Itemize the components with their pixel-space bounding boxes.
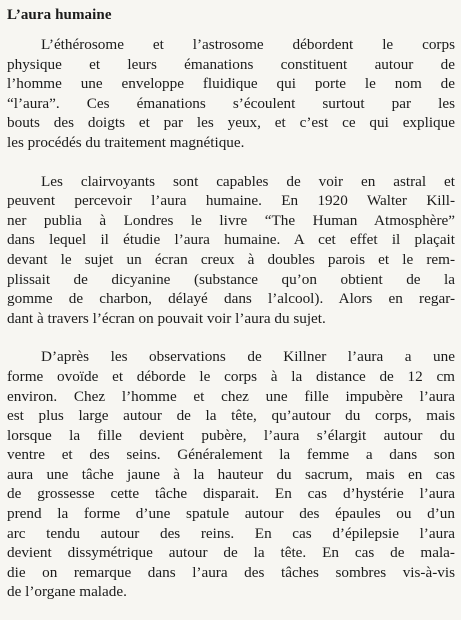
- text-line: prend la forme d’une spatule autour des épaules ou d’un: [7, 505, 455, 523]
- paragraph-1: [7, 35, 455, 153]
- text-line: peuvent percevoir l’aura humaine. En 1920 Walter Kill-: [7, 192, 455, 210]
- text-line: physique et leurs émanations constituent autour de: [7, 55, 455, 73]
- paragraph-gap: [7, 153, 455, 172]
- text-line: dans lequel il étudie l’aura humaine. A cet effet il plaçait: [7, 231, 455, 249]
- text-line: D’après les observations de Killner l’aura a une: [41, 348, 455, 366]
- text-line: lorsque la fille devient pubère, l’aura s’élargit autour du: [7, 426, 455, 444]
- text-line: l’homme une enveloppe fluidique qui porte le nom de: [7, 75, 455, 93]
- paragraph-gap: [7, 328, 455, 347]
- section-heading: L’aura humaine: [7, 7, 112, 23]
- text-line: aura une tâche jaune à la hauteur du sacrum, mais en cas: [7, 465, 455, 483]
- text-line: les procédés du traitement magnétique.: [7, 133, 245, 151]
- text-line: arc tendu autour des reins. En cas d’épilepsie l’aura: [7, 524, 455, 542]
- text-line: de l’organe malade.: [7, 583, 127, 601]
- text-line: est plus large autour de la tête, qu’autour du corps, mais: [7, 407, 455, 425]
- text-line: environ. Chez l’homme et chez une fille impubère l’aura: [7, 387, 455, 405]
- text-line: de grossesse cette tâche disparait. En cas d’hystérie l’aura: [7, 485, 455, 503]
- text-line: ner publia à Londres le livre “The Human Atmosphère”: [7, 211, 455, 229]
- text-line: plissait de dicyanine (substance qu’on obtient de la: [7, 270, 455, 288]
- text-line: devant le sujet un écran creux à doubles parois et le rem-: [7, 250, 455, 268]
- text-line: ventre et des seins. Généralement la femme a dans son: [7, 446, 455, 464]
- text-line: dant à travers l’écran on pouvait voir l’aura du sujet.: [7, 309, 326, 327]
- text-line: Les clairvoyants sont capables de voir en astral et: [41, 172, 455, 190]
- text-line: devient dissymétrique autour de la tête. En cas de mala-: [7, 544, 455, 562]
- text-line: forme ovoïde et déborde le corps à la distance de 12 cm: [7, 367, 455, 385]
- text-line: “l’aura”. Ces émanations s’écoulent surtout par les: [7, 94, 455, 112]
- paragraph-2: [7, 172, 455, 329]
- text-line: L’éthérosome et l’astrosome débordent le corps: [41, 36, 455, 53]
- paragraph-3: [7, 347, 455, 602]
- text-line: die on remarque dans l’aura des tâches sombres vis-à-vis: [7, 563, 455, 581]
- text-line: bouts des doigts et par les yeux, et c’est ce qui explique: [7, 114, 455, 132]
- text-line: gomme de charbon, délayé dans l’alcool). Alors en regar-: [7, 290, 455, 308]
